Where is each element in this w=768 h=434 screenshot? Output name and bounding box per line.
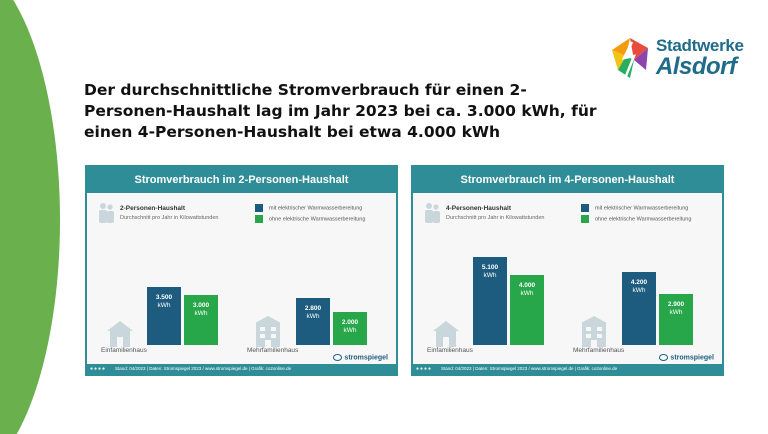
legend-swatch-blue	[581, 204, 589, 212]
bar-unit: kWh	[669, 309, 683, 316]
bar-value: 3.500	[155, 294, 173, 301]
bar-value: 5.100	[481, 264, 499, 271]
company-logo	[608, 34, 748, 84]
apartment-building-icon	[253, 315, 283, 347]
bar-unit: kWh	[632, 287, 646, 294]
people-icon	[97, 202, 115, 224]
chart-panel-2-persons	[85, 165, 398, 376]
bar-mfh-without-water-heating	[659, 294, 693, 345]
household-subtitle: Durchschnitt pro Jahr in Kilowattstunden	[120, 215, 219, 221]
bar-mfh-with-water-heating	[296, 298, 330, 345]
apartment-building-icon	[579, 315, 609, 347]
lightning-logo-icon	[608, 36, 652, 80]
legend-label: ohne elektrische Warmwasserbereitung	[595, 216, 692, 223]
single-family-house-icon	[105, 319, 135, 347]
bar-efh-with-water-heating	[147, 287, 181, 345]
panel-title: Stromverbrauch im 4-Personen-Haushalt	[413, 167, 722, 193]
stromspiegel-logo-icon	[659, 354, 668, 361]
bar-unit: kWh	[343, 327, 357, 334]
logo-text-line1: Stadtwerke	[656, 36, 744, 55]
bar-mfh-without-water-heating	[333, 312, 367, 345]
bar-unit: kWh	[157, 302, 171, 309]
stromspiegel-brand: stromspiegel	[659, 354, 714, 361]
bar-unit: kWh	[194, 310, 208, 317]
people-icon	[423, 202, 441, 224]
footer-source-text: Stand: 04/2023 | Daten: Stromspiegel 2023 / www.stromspiegel.de | Grafik: co2online.de	[441, 366, 618, 371]
bar-value: 2.900	[667, 301, 685, 308]
chart-panel-4-persons	[411, 165, 724, 376]
bar-mfh-with-water-heating	[622, 272, 656, 345]
license-icons: ●●●●	[416, 366, 433, 372]
legend-item-without-water-heating	[581, 215, 691, 224]
bar-unit: kWh	[483, 272, 497, 279]
legend-label: mit elektrischer Warmwasserbereitung	[269, 205, 363, 212]
panel-footer	[87, 364, 396, 374]
bar-value: 2.800	[304, 305, 322, 312]
bar-value: 4.000	[518, 282, 536, 289]
bar-unit: kWh	[520, 290, 534, 297]
bar-efh-with-water-heating	[473, 257, 507, 345]
legend-swatch-green	[581, 215, 589, 223]
category-label-efh: Einfamilienhaus	[101, 347, 147, 354]
stromspiegel-brand: stromspiegel	[333, 354, 388, 361]
category-label-efh: Einfamilienhaus	[427, 347, 473, 354]
category-label-mfh: Mehrfamilienhaus	[247, 347, 299, 354]
bar-unit: kWh	[306, 313, 320, 320]
legend-swatch-green	[255, 215, 263, 223]
bar-value: 4.200	[630, 279, 648, 286]
panel-title: Stromverbrauch im 2-Personen-Haushalt	[87, 167, 396, 193]
legend-swatch-blue	[255, 204, 263, 212]
bar-value: 3.000	[192, 302, 210, 309]
decorative-green-arc	[0, 0, 60, 434]
legend-label: mit elektrischer Warmwasserbereitung	[595, 205, 689, 212]
legend-item-with-water-heating	[255, 204, 362, 213]
bar-value: 2.000	[341, 319, 359, 326]
panel-footer	[413, 364, 722, 374]
legend-item-with-water-heating	[581, 204, 688, 213]
single-family-house-icon	[431, 319, 461, 347]
logo-text-line2: Alsdorf	[656, 53, 737, 80]
license-icons: ●●●●	[90, 366, 107, 372]
household-title: 4-Personen-Haushalt	[446, 205, 512, 212]
bar-efh-without-water-heating	[510, 275, 544, 345]
bar-efh-without-water-heating	[184, 295, 218, 345]
stromspiegel-logo-icon	[333, 354, 342, 361]
footer-source-text: Stand: 04/2023 | Daten: Stromspiegel 2023 / www.stromspiegel.de | Grafik: co2online.de	[115, 366, 292, 371]
household-title: 2-Personen-Haushalt	[120, 205, 186, 212]
category-label-mfh: Mehrfamilienhaus	[573, 347, 625, 354]
household-subtitle: Durchschnitt pro Jahr in Kilowattstunden	[446, 215, 545, 221]
legend-item-without-water-heating	[255, 215, 365, 224]
legend-label: ohne elektrische Warmwasserbereitung	[269, 216, 366, 223]
page-headline: Der durchschnittliche Stromverbrauch für einen 2-Personen-Haushalt lag im Jahr 2023 bei ca. 3.000 kWh, für einen 4-Personen-Haushalt bei etwa 4.000 kWh	[84, 81, 597, 141]
